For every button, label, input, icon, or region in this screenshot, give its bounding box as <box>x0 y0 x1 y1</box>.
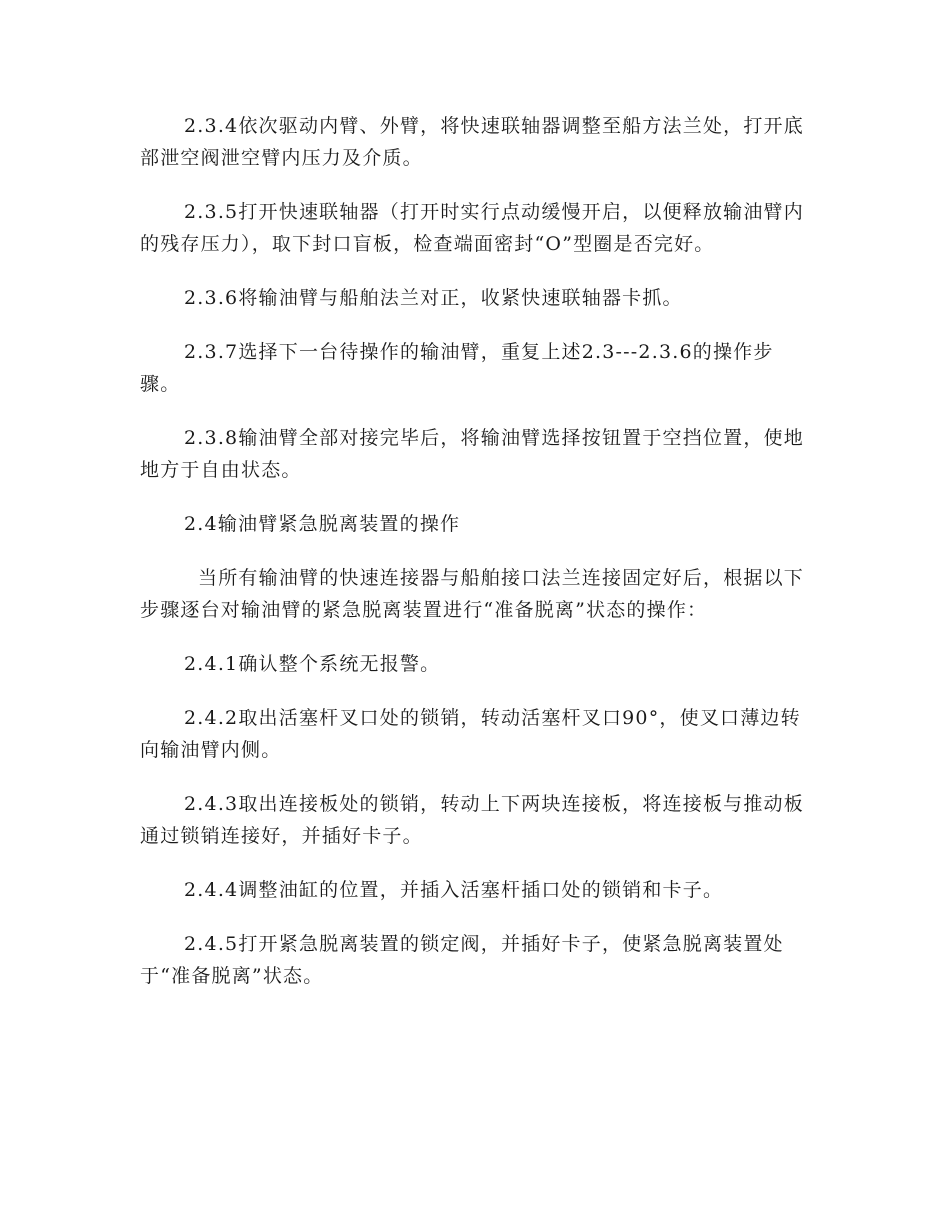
paragraph-2-3-4: 2.3.4依次驱动内臂、外臂，将快速联轴器调整至船方法兰处，打开底部泄空阀泄空臂内压力及介质。 <box>140 115 804 169</box>
paragraph-2-4-2: 2.4.2取出活塞杆叉口处的锁销，转动活塞杆叉口90°，使叉口薄边转向输油臂内侧。 <box>140 707 801 761</box>
paragraph-2-4-4: 2.4.4调整油缸的位置，并插入活塞杆插口处的锁销和卡子。 <box>184 879 724 901</box>
paragraph-2-4-3: 2.4.3取出连接板处的锁销，转动上下两块连接板，将连接板与推动板通过锁销连接好，并插好卡子。 <box>140 793 804 847</box>
paragraph-2-4-1: 2.4.1确认整个系统无报警。 <box>184 653 441 675</box>
paragraph-2-4-5: 2.4.5打开紧急脱离装置的锁定阀，并插好卡子，使紧急脱离装置处于“准备脱离”状态。 <box>140 933 784 987</box>
section-heading-2-4: 2.4输油臂紧急脱离装置的操作 <box>184 513 461 535</box>
paragraph-2-3-6: 2.3.6将输油臂与船舶法兰对正，收紧快速联轴器卡抓。 <box>184 287 683 309</box>
paragraph-2-3-5: 2.3.5打开快速联轴器（打开时实行点动缓慢开启，以便释放输油臂内的残存压力），取下封口盲板，检查端面密封“O”型圈是否完好。 <box>140 201 804 255</box>
paragraph-2-3-8: 2.3.8输油臂全部对接完毕后，将输油臂选择按钮置于空挡位置，使地地方于自由状态。 <box>140 427 804 481</box>
paragraph-intro: 当所有输油臂的快速连接器与船舶接口法兰连接固定好后，根据以下步骤逐台对输油臂的紧急脱离装置进行“准备脱离”状态的操作： <box>140 567 805 621</box>
document-body <box>140 110 810 1014</box>
paragraph-2-3-7: 2.3.7选择下一台待操作的输油臂，重复上述2.3---2.3.6的操作步骤。 <box>140 341 774 395</box>
